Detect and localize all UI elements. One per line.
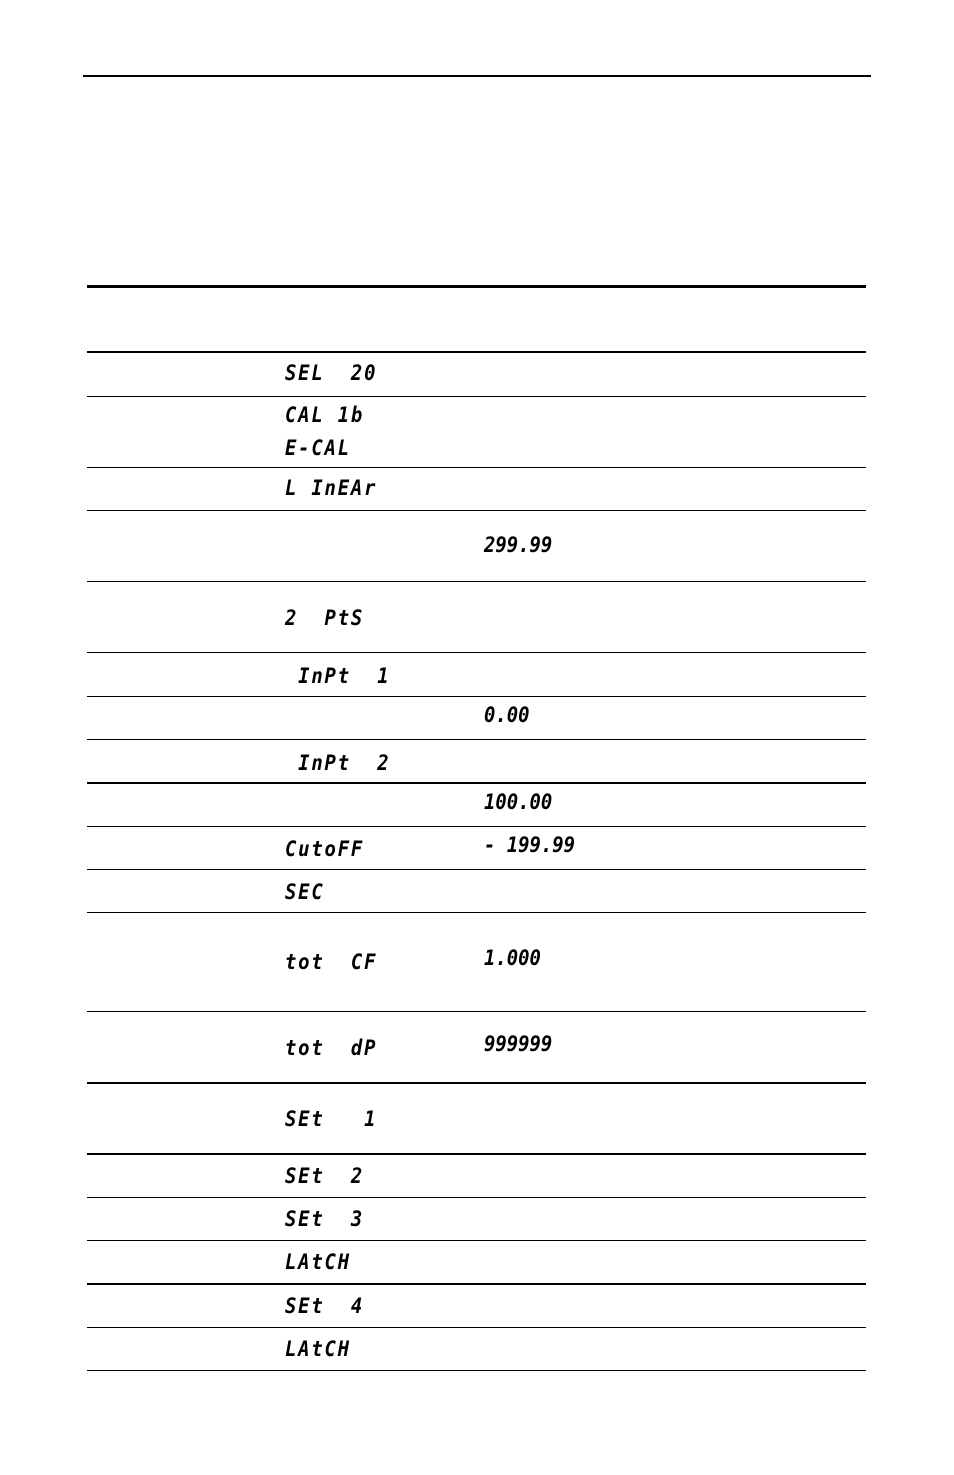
table-row <box>87 739 866 782</box>
display-code: CAL 1b <box>285 403 365 427</box>
table-row <box>87 467 866 510</box>
display-value: 999999 <box>484 1032 553 1056</box>
table-row <box>87 1011 866 1082</box>
table-row <box>87 1327 866 1370</box>
table-row <box>87 912 866 1011</box>
table-row <box>87 1082 866 1153</box>
table-row <box>87 581 866 652</box>
display-code: SEt 3 <box>285 1207 365 1231</box>
header-rule <box>83 75 871 77</box>
display-code: SEC <box>285 880 325 904</box>
table-row <box>87 782 866 826</box>
display-code: 2 PtS <box>285 606 365 630</box>
display-code: tot dP <box>285 1036 378 1060</box>
display-code: SEt 1 <box>285 1107 378 1131</box>
table-row <box>87 1240 866 1283</box>
table-top-rule <box>87 285 866 288</box>
display-value: 299.99 <box>484 533 553 557</box>
table-bottom-rule <box>87 1370 866 1371</box>
display-code: InPt 2 <box>285 751 391 775</box>
display-code: LAtCH <box>285 1337 351 1361</box>
table-row <box>87 652 866 696</box>
display-code: CutoFF <box>285 837 365 861</box>
table-row <box>87 1283 866 1327</box>
display-value: 0.00 <box>484 703 530 727</box>
display-code: LAtCH <box>285 1250 351 1274</box>
table-row <box>87 1197 866 1240</box>
display-code: InPt 1 <box>285 664 391 688</box>
table-row <box>87 869 866 912</box>
table-row <box>87 510 866 581</box>
display-code: SEL 20 <box>285 361 378 385</box>
display-value: 1.000 <box>484 946 541 970</box>
table-row <box>87 396 866 467</box>
display-code: SEt 2 <box>285 1164 365 1188</box>
table-row <box>87 351 866 396</box>
display-code: tot CF <box>285 950 378 974</box>
display-code: SEt 4 <box>285 1294 365 1318</box>
display-code: E-CAL <box>285 436 351 460</box>
table-row <box>87 826 866 869</box>
table-row <box>87 1153 866 1197</box>
display-value: - 199.99 <box>484 833 576 857</box>
display-code: L InEAr <box>285 476 378 500</box>
table-row <box>87 696 866 739</box>
display-value: 100.00 <box>484 790 553 814</box>
